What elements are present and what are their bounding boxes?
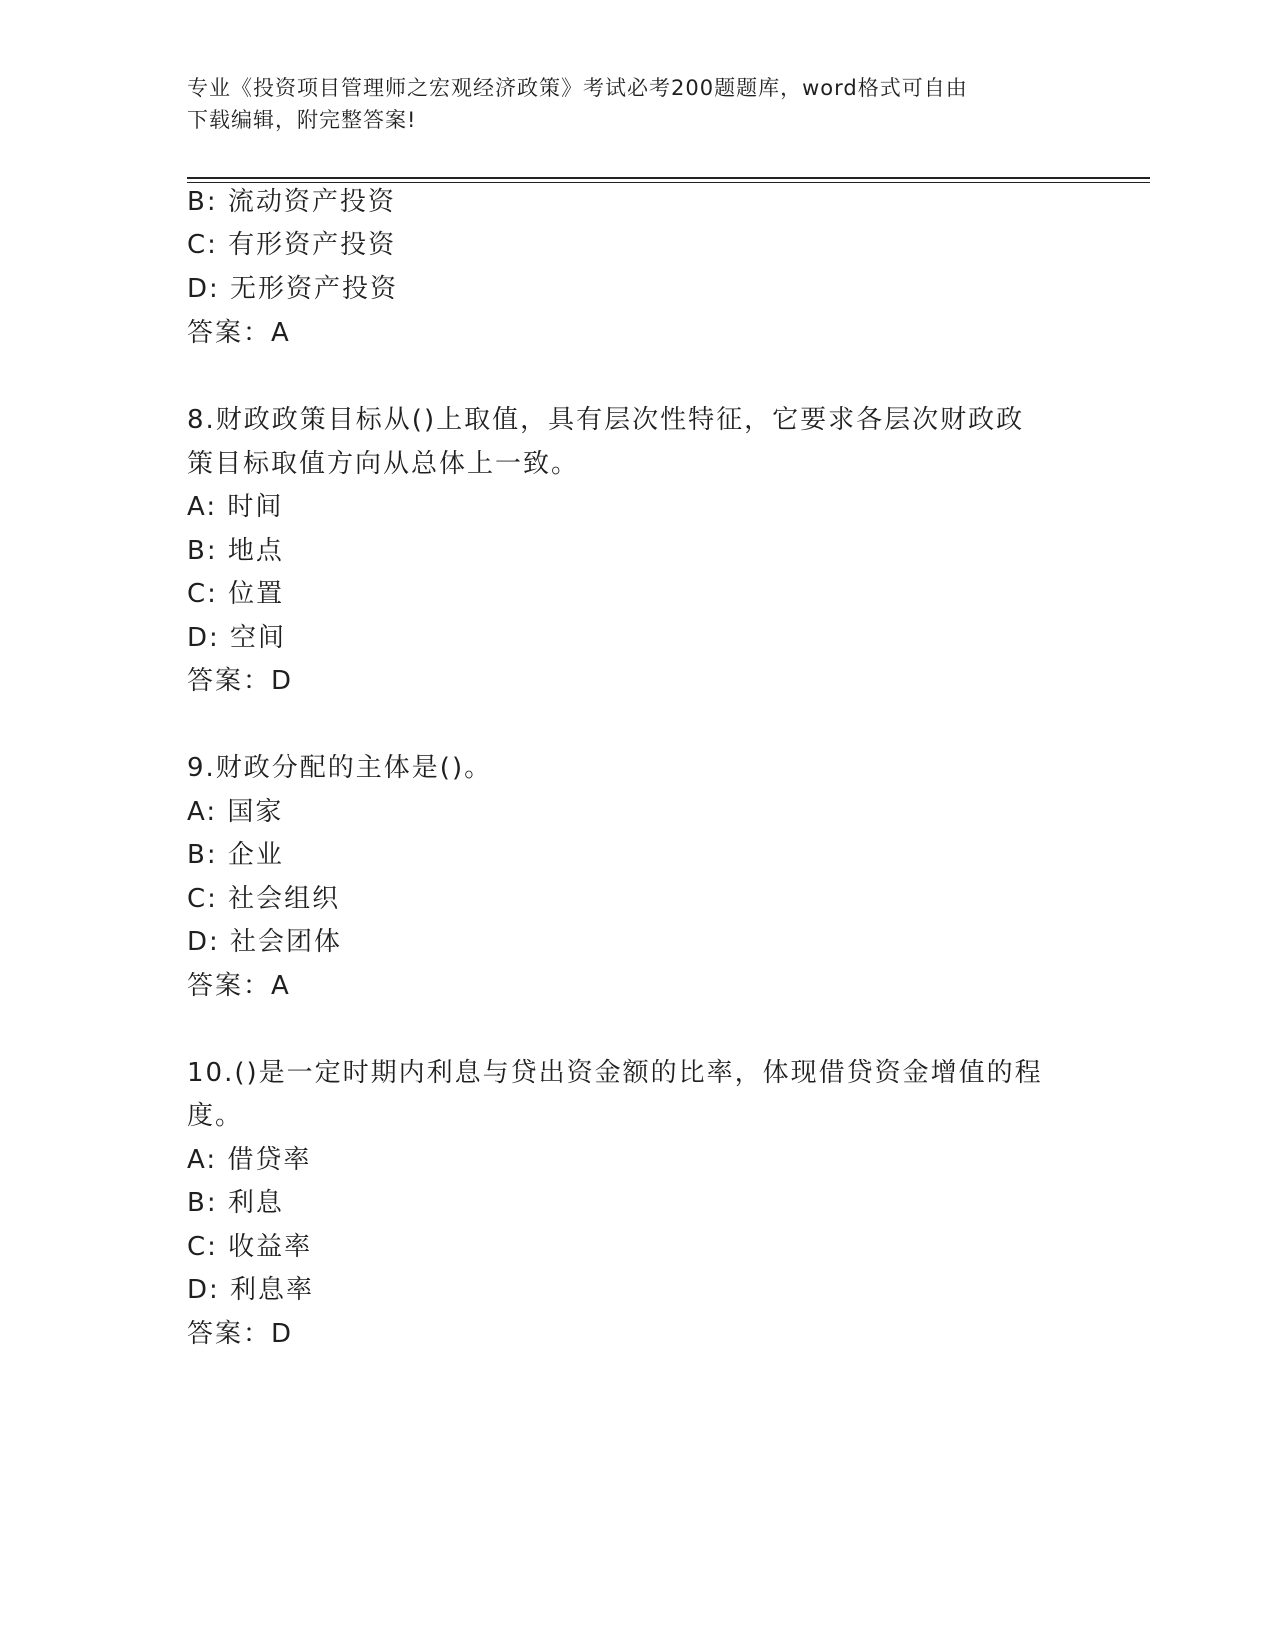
option-c-q7: C: 有形资产投资 [187,230,397,260]
question-9: 9.财政分配的主体是()。 [187,753,493,783]
option-d-q7: D: 无形资产投资 [187,274,399,304]
option-d-q9: D: 社会团体 [187,927,343,957]
document-header [187,72,1067,136]
question-8-line-2: 策目标取值方向从总体上一致。 [187,449,580,479]
option-a-q9: A: 国家 [187,797,284,827]
option-b-q7: B: 流动资产投资 [187,187,396,217]
option-a-q10: A: 借贷率 [187,1145,312,1175]
answer-q7: 答案：A [187,318,291,348]
header-rule-thick [187,177,1150,179]
answer-q8: 答案：D [187,666,294,696]
option-c-q8: C: 位置 [187,579,285,609]
option-d-q10: D: 利息率 [187,1275,315,1305]
option-a-q8: A: 时间 [187,492,284,522]
header-line-2: 下载编辑，附完整答案! [187,108,417,132]
question-10-line-1: 10.()是一定时期内利息与贷出资金额的比率，体现借贷资金增值的程 [187,1058,1043,1088]
question-8-line-1: 8.财政政策目标从()上取值，具有层次性特征，它要求各层次财政政 [187,405,1025,435]
question-10-line-2: 度。 [187,1101,244,1131]
option-b-q10: B: 利息 [187,1188,284,1218]
answer-q10: 答案：D [187,1319,294,1349]
option-b-q9: B: 企业 [187,840,284,870]
header-line-1: 专业《投资项目管理师之宏观经济政策》考试必考200题题库，word格式可自由 [187,76,968,100]
option-d-q8: D: 空间 [187,623,287,653]
option-b-q8: B: 地点 [187,536,284,566]
header-rule-thin [187,182,1150,183]
option-c-q10: C: 收益率 [187,1232,313,1262]
option-c-q9: C: 社会组织 [187,884,341,914]
answer-q9: 答案：A [187,971,291,1001]
